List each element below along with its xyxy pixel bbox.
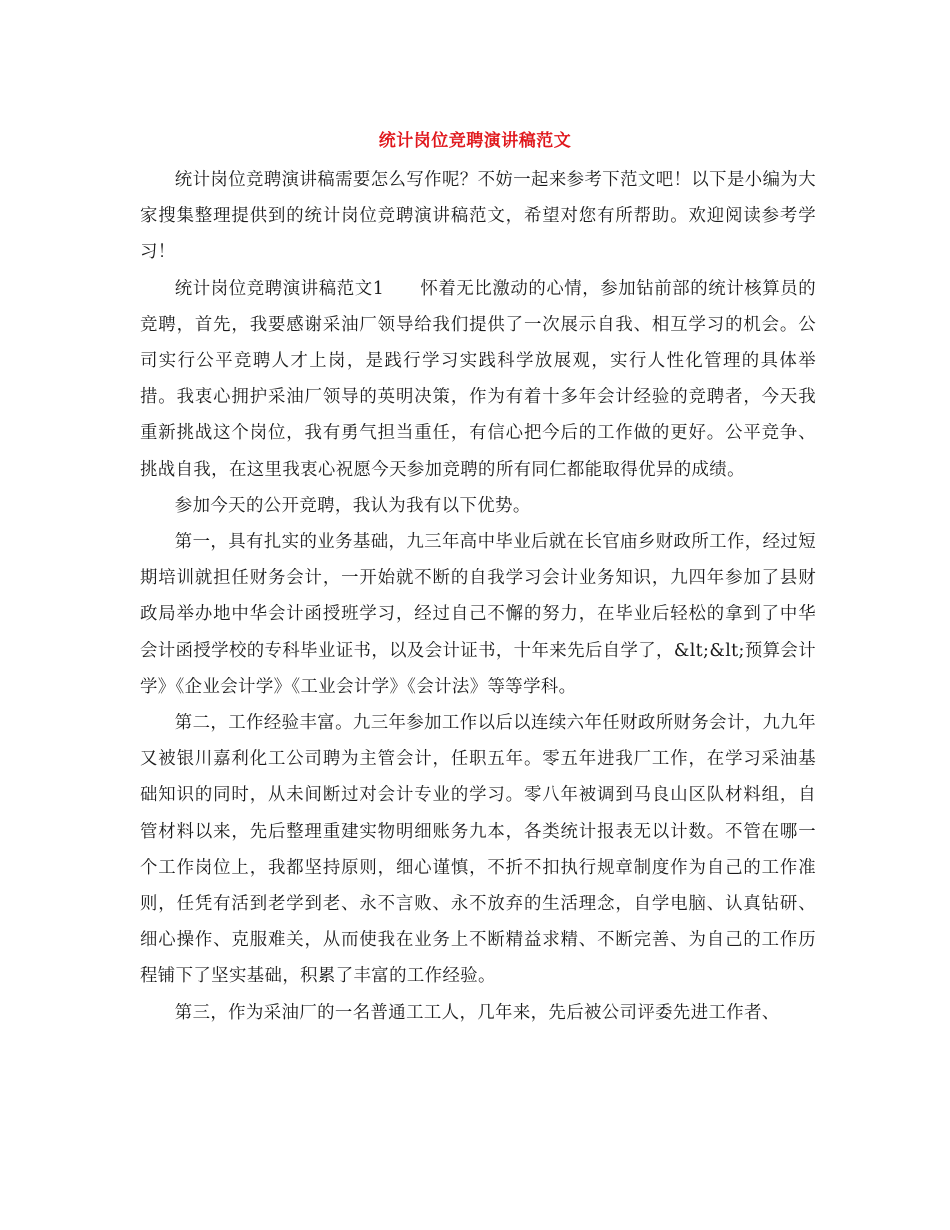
paragraph-third: 第三，作为采油厂的一名普通工工人，几年来，先后被公司评委先进工作者、 bbox=[174, 1002, 780, 1023]
paragraph-first: 第一，具有扎实的业务基础，九三年高中毕业后就在长官庙乡财政所工作，经过短期培训就担任财务会计，一开始就不断的自我学习会计业务知识，九四年参加了县财政局举办地中华会计函授班学习，经过自己不懈的努力，在毕业后轻松的拿到了中华会计函授学校的专科毕业证书，以及会计证书，十年来先后自学了，&lt;&lt;预算会计学》《企业会计学》《工业会计学》《会计法》等等学科。 bbox=[140, 532, 816, 697]
document-body bbox=[140, 162, 816, 1031]
paragraph-second: 第二，工作经验丰富。九三年参加工作以后以连续六年任财政所财务会计，九九年又被银川嘉利化工公司聘为主管会计，任职五年。零五年进我厂工作，在学习采油基础知识的同时，从未间断过对会计专业的学习。零八年被调到马良山区队材料组，自管材料以来，先后整理重建实物明细账务九本，各类统计报表无以计数。不管在哪一个工作岗位上，我都坚持原则，细心谨慎，不折不扣执行规章制度作为自己的工作准则，任凭有活到老学到老、永不言败、永不放弃的生活理念，自学电脑、认真钻研、细心操作、克服难关，从而使我在业务上不断精益求精、不断完善、为自己的工作历程铺下了坚实基础，积累了丰富的工作经验。 bbox=[140, 713, 816, 987]
paragraph-sample-1: 统计岗位竞聘演讲稿范文1 怀着无比激动的心情，参加钻前部的统计核算员的竞聘，首先，我要感谢采油厂领导给我们提供了一次展示自我、相互学习的机会。公司实行公平竞聘人才上岗，是践行学习实践科学放展观，实行人性化管理的具体举措。我衷心拥护采油厂领导的英明决策，作为有着十多年会计经验的竞聘者，今天我重新挑战这个岗位，我有勇气担当重任，有信心把今后的工作做的更好。公平竞争、挑战自我，在这里我衷心祝愿今天参加竞聘的所有同仁都能取得优异的成绩。 bbox=[140, 278, 816, 480]
document-title: 统计岗位竞聘演讲稿范文 bbox=[378, 131, 572, 151]
paragraph-intro: 统计岗位竞聘演讲稿需要怎么写作呢？不妨一起来参考下范文吧！以下是小编为大家搜集整理提供到的统计岗位竞聘演讲稿范文，希望对您有所帮助。欢迎阅读参考学习！ bbox=[140, 170, 816, 263]
paragraph-advantages: 参加今天的公开竞聘，我认为我有以下优势。 bbox=[174, 495, 531, 516]
